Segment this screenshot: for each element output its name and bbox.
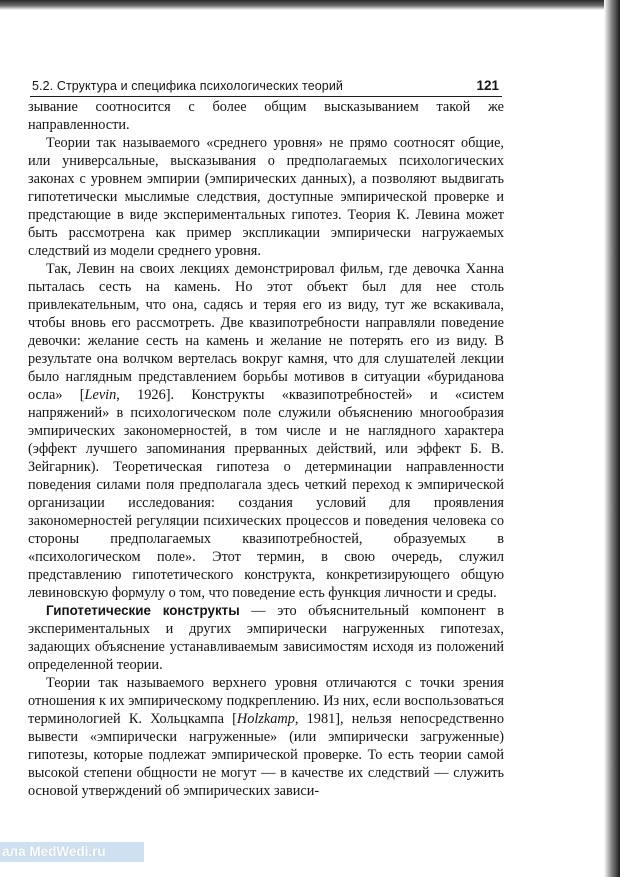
paragraph-levin-example	[28, 260, 504, 602]
citation-holzkamp: Holzkamp	[236, 711, 295, 727]
citation-levin: Levin	[84, 387, 117, 403]
upper-text-end: , 1981], нельзя непосредственно вывести «эмпирически нагруженные» (или эмпирически загруженные) гипотезы, которые подлежат эмпирической проверке. То есть теории самой высокой степени общности не могут — в качестве их следствий — служить основой утверждений об эмпирических зависи-	[28, 711, 504, 799]
page-number: 121	[476, 78, 499, 93]
levin-text-start: Так, Левин на своих лекциях демонстрировал фильм, где девочка Ханна пыталась сесть на камень. Но этот объект был для нее столь привлекательным, что она, садясь и теряя его из виду, тут же вскакивала, чтобы вновь его рассмотреть. Две квазипотребности направляли поведение девочки: желание сесть на камень и желание не потерять его из виду. В результате она волчком вертелась вокруг камня, что для слушателей лекции было наглядным представлением борьбы мотивов в ситуации «буриданова осла» [	[28, 261, 504, 403]
levin-text-end: , 1926]. Конструкты «квазипотребностей» и «систем напряжений» в психологическом поле служили объяснению многообразия эмпирических закономерностей, в том числе и не наглядного характера (эффект лучшего запоминания прерванных действий, или эффект Б. В. Зейгарник). Теоретическая гипотеза о детерминации направленности поведения силами поля предполагала здесь четкий переход к эмпирической организации исследования: создания условий для проявления закономерностей регуляции психических процессов и поведения человека со стороны предполагаемых квазипотребностей, образуемых в «психологическом поле». Этот термин, в свою очередь, служил представлению гипотетического конструкта, конкретизирующего общую левиновскую формулу о том, что поведение есть функция личности и среды.	[28, 387, 504, 601]
running-head	[30, 78, 502, 97]
scan-edge-right	[604, 0, 620, 877]
section-title: 5.2. Структура и специфика психологических теорий	[32, 79, 344, 93]
paragraph-definition	[28, 602, 504, 674]
paragraph-continuation: зывание соотносится с более общим высказыванием такой же направленности.	[28, 99, 504, 133]
text-body	[28, 98, 504, 800]
scan-edge-top	[0, 0, 620, 10]
upper-text-start: Теории так называемого верхнего уровня отличаются с точки зрения отношения к их эмпирическому подкреплению. Из них, если воспользоваться терминологией К. Хольцкампа [	[28, 675, 504, 727]
definition-text: — это объяснительный компонент в экспериментальных и других эмпирически нагруженных гипотезах, задающих объяснение устанавливаемым зависимостям исходя из положений определенной теории.	[28, 603, 504, 673]
paragraph-middle-level-theories: Теории так называемого «среднего уровня» не прямо соотносят общие, или универсальные, высказывания о предполагаемых психологических законах с уровнем эмпирии (эмпирических данных), а позволяют выдвигать гипотетически мыслимые следствия, доступные эмпирической проверке и предстающие в виде экспериментальных гипотез. Теория К. Левина может быть рассмотрена как пример экспликации эмпирически нагружаемых следствий из модели среднего уровня.	[28, 135, 504, 259]
term-hypothetical-constructs: Гипотетические конструкты	[46, 603, 240, 618]
watermark: ала MedWedi.ru	[0, 842, 144, 862]
paragraph-upper-level-theories	[28, 674, 504, 800]
